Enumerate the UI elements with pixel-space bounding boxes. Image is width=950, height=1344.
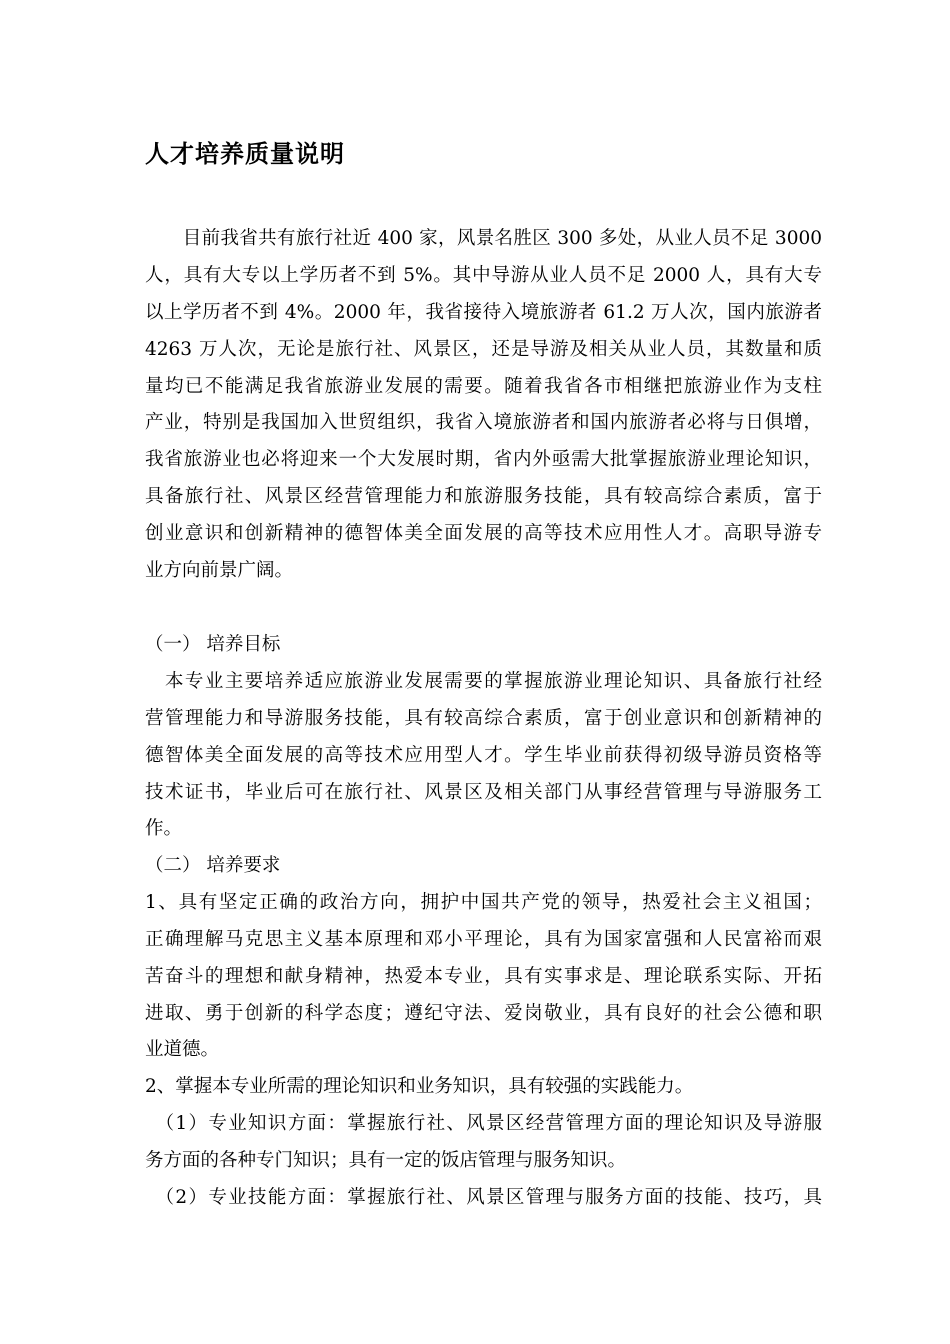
section-training-goal [145, 627, 822, 848]
text-line: 目前我省共有旅行社近 400 家，风景名胜区 300 多处，从业人员不足 3000 [145, 228, 822, 249]
text-line: 具备旅行社、风景区经营管理能力和旅游服务技能，具有较高综合素质，富于 [145, 486, 822, 508]
text-line: 营管理能力和导游服务技能，具有较高综合素质，富于创业意识和创新精神的 [145, 707, 822, 729]
text-line: （1）专业知识方面：掌握旅行社、风景区经营管理方面的理论知识及导游服 [145, 1113, 822, 1135]
text-line: 技术证书，毕业后可在旅行社、风景区及相关部门从事经营管理与导游服务工 [145, 781, 822, 803]
text-line: 产业，特别是我国加入世贸组织，我省入境旅游者和国内旅游者必将与日俱增， [145, 412, 822, 434]
text-line: 以上学历者不到 4%。2000 年，我省接待入境旅游者 61.2 万人次，国内旅游者 [145, 301, 822, 323]
section-training-requirements [145, 848, 822, 1217]
text-line: 苦奋斗的理想和献身精神，热爱本专业，具有实事求是、理论联系实际、开拓 [145, 965, 822, 987]
text-line: 量均已不能满足我省旅游业发展的需要。随着我省各市相继把旅游业作为支柱 [145, 375, 822, 397]
text-line: 德智体美全面发展的高等技术应用型人才。学生毕业前获得初级导游员资格等 [145, 744, 822, 766]
text-line: （2）专业技能方面：掌握旅行社、风景区管理与服务方面的技能、技巧，具 [145, 1187, 822, 1209]
text-line: 1、具有坚定正确的政治方向，拥护中国共产党的领导，热爱社会主义祖国； [145, 891, 822, 913]
section-heading: （二） 培养要求 [145, 855, 281, 876]
text-line: 我省旅游业也必将迎来一个大发展时期，省内外亟需大批掌握旅游业理论知识， [145, 449, 822, 471]
text-line: 作。 [145, 818, 183, 840]
section-heading: （一） 培养目标 [145, 634, 281, 655]
text-line: 业方向前景广阔。 [145, 560, 294, 582]
text-line: 4263 万人次，无论是旅行社、风景区，还是导游及相关从业人员，其数量和质 [145, 338, 822, 360]
text-line: 本专业主要培养适应旅游业发展需要的掌握旅游业理论知识、具备旅行社经 [145, 670, 822, 692]
intro-paragraph [145, 221, 822, 590]
text-line: 正确理解马克思主义基本原理和邓小平理论，具有为国家富强和人民富裕而艰 [145, 928, 822, 950]
text-line: 2、掌握本专业所需的理论知识和业务知识，具有较强的实践能力。 [145, 1076, 694, 1098]
text-line: 创业意识和创新精神的德智体美全面发展的高等技术应用性人才。高职导游专 [145, 523, 822, 545]
text-line: 业道德。 [145, 1039, 220, 1061]
text-line: 务方面的各种专门知识；具有一定的饭店管理与服务知识。 [145, 1150, 627, 1172]
text-line: 进取、勇于创新的科学态度；遵纪守法、爱岗敬业，具有良好的社会公德和职 [145, 1002, 822, 1024]
document-title: 人才培养质量说明 [145, 140, 345, 168]
text-line: 人，具有大专以上学历者不到 5%。其中导游从业人员不足 2000 人，具有大专 [145, 264, 822, 286]
